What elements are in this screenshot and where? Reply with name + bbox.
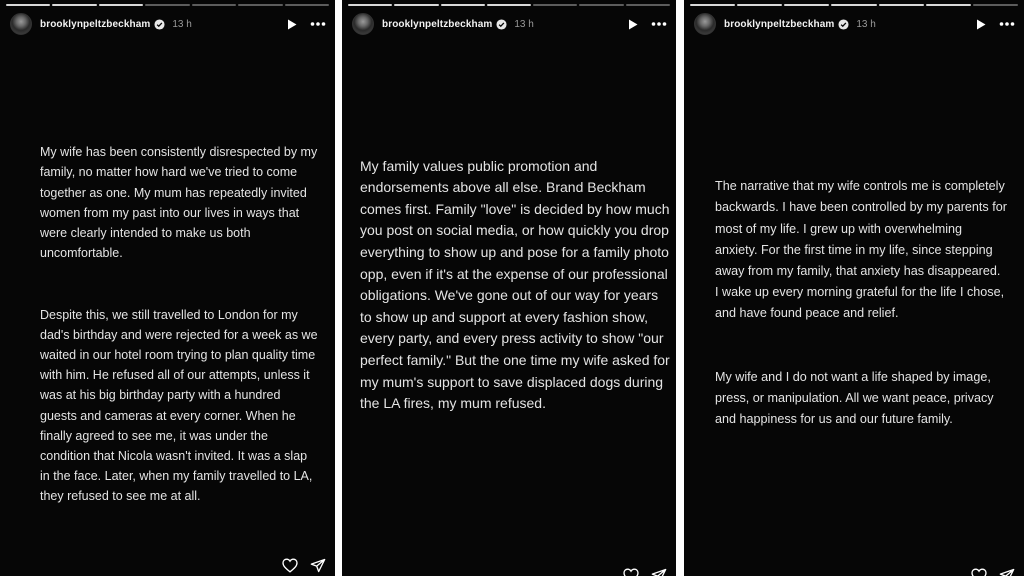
more-options-icon: [651, 21, 667, 27]
story-actions: [970, 566, 1016, 576]
like-button[interactable]: [970, 566, 988, 576]
progress-segment: [192, 4, 236, 6]
heart-icon: [971, 568, 987, 576]
story-panel-3[interactable]: [684, 0, 1024, 576]
username[interactable]: brooklynpeltzbeckham: [40, 18, 151, 30]
like-button[interactable]: [281, 556, 299, 574]
username[interactable]: brooklynpeltzbeckham: [724, 18, 835, 30]
verified-badge-icon: [496, 19, 507, 30]
progress-segment: [784, 4, 829, 6]
story-text: [360, 134, 670, 436]
story-text: [40, 122, 320, 527]
story-progress-bar: [348, 4, 670, 6]
avatar[interactable]: [694, 13, 716, 35]
progress-segment: [579, 4, 623, 6]
play-icon: [975, 18, 987, 31]
more-options-icon: [999, 21, 1015, 27]
heart-icon: [623, 568, 639, 576]
share-button[interactable]: [650, 566, 668, 576]
story-actions: [622, 566, 668, 576]
progress-segment: [52, 4, 96, 6]
progress-segment: [879, 4, 924, 6]
play-button[interactable]: [624, 15, 642, 33]
like-button[interactable]: [622, 566, 640, 576]
story-paragraph: Despite this, we still travelled to London for my dad's birthday and were rejected for a week as we waited in our hotel room trying to plan quality time with him. He refused all of our attempts, unless it was at his big birthday party with a hundred guests and cameras at every corner. When he finally agreed to see me, it was under the condition that Nicola wasn't invited. It was a slap in the face. Later, when my family travelled to LA, they refused to see me at all.: [40, 307, 318, 504]
progress-segment: [348, 4, 392, 6]
story-header: [694, 12, 1016, 36]
heart-icon: [282, 558, 298, 573]
verified-badge-icon: [154, 19, 165, 30]
progress-segment: [533, 4, 577, 6]
progress-segment: [238, 4, 282, 6]
progress-segment: [487, 4, 531, 6]
verified-badge-icon: [838, 19, 849, 30]
send-icon: [310, 558, 326, 573]
story-panel-1[interactable]: [0, 0, 335, 576]
send-icon: [651, 568, 667, 576]
story-progress-bar: [690, 4, 1018, 6]
progress-segment: [145, 4, 189, 6]
more-options-button[interactable]: [650, 15, 668, 33]
story-header: [352, 12, 668, 36]
avatar[interactable]: [10, 13, 32, 35]
progress-segment: [394, 4, 438, 6]
share-button[interactable]: [309, 556, 327, 574]
timestamp: 13 h: [856, 18, 876, 30]
story-text: [715, 155, 1007, 452]
progress-segment: [441, 4, 485, 6]
progress-segment: [737, 4, 782, 6]
progress-segment: [831, 4, 876, 6]
progress-segment: [6, 4, 50, 6]
story-paragraph: My wife has been consistently disrespected by my family, no matter how hard we've tried to come together as one. My mum has repeatedly invited women from my past into our lives in ways that were clearly intended to make us both uncomfortable.: [40, 145, 318, 261]
share-button[interactable]: [998, 566, 1016, 576]
progress-segment: [926, 4, 971, 6]
progress-segment: [99, 4, 143, 6]
progress-segment: [690, 4, 735, 6]
story-actions: [281, 556, 327, 574]
timestamp: 13 h: [172, 18, 192, 30]
username[interactable]: brooklynpeltzbeckham: [382, 18, 493, 30]
more-options-icon: [310, 21, 326, 27]
progress-segment: [626, 4, 670, 6]
story-paragraph: My family values public promotion and endorsements above all else. Brand Beckham comes first. Family "love" is decided by how much you post on social media, or how quickly you drop everything to show up and pose for a family photo opp, even if it's at the expense of our professional obligations. We've gone out of our way for years to show up and support at every fashion show, every party, and every press activity to show "our perfect family." But the one time my wife asked for my mum's support to save displaced dogs during the LA fires, my mum refused.: [360, 157, 670, 412]
play-button[interactable]: [283, 15, 301, 33]
progress-segment: [973, 4, 1018, 6]
play-icon: [286, 18, 298, 31]
more-options-button[interactable]: [998, 15, 1016, 33]
play-button[interactable]: [972, 15, 990, 33]
more-options-button[interactable]: [309, 15, 327, 33]
avatar[interactable]: [352, 13, 374, 35]
play-icon: [627, 18, 639, 31]
story-progress-bar: [6, 4, 329, 6]
story-header: [10, 12, 327, 36]
story-paragraph: My wife and I do not want a life shaped by image, press, or manipulation. All we want peace, privacy and happiness for us and our future family.: [715, 369, 994, 427]
send-icon: [999, 568, 1015, 576]
progress-segment: [285, 4, 329, 6]
story-paragraph: The narrative that my wife controls me is completely backwards. I have been controlled by my parents for most of my life. I grew up with overwhelming anxiety. For the first time in my life, since stepping away from my family, that anxiety has disappeared. I wake up every morning grateful for the life I chose, and have found peace and relief.: [715, 179, 1007, 321]
story-panel-2[interactable]: [342, 0, 676, 576]
timestamp: 13 h: [514, 18, 534, 30]
